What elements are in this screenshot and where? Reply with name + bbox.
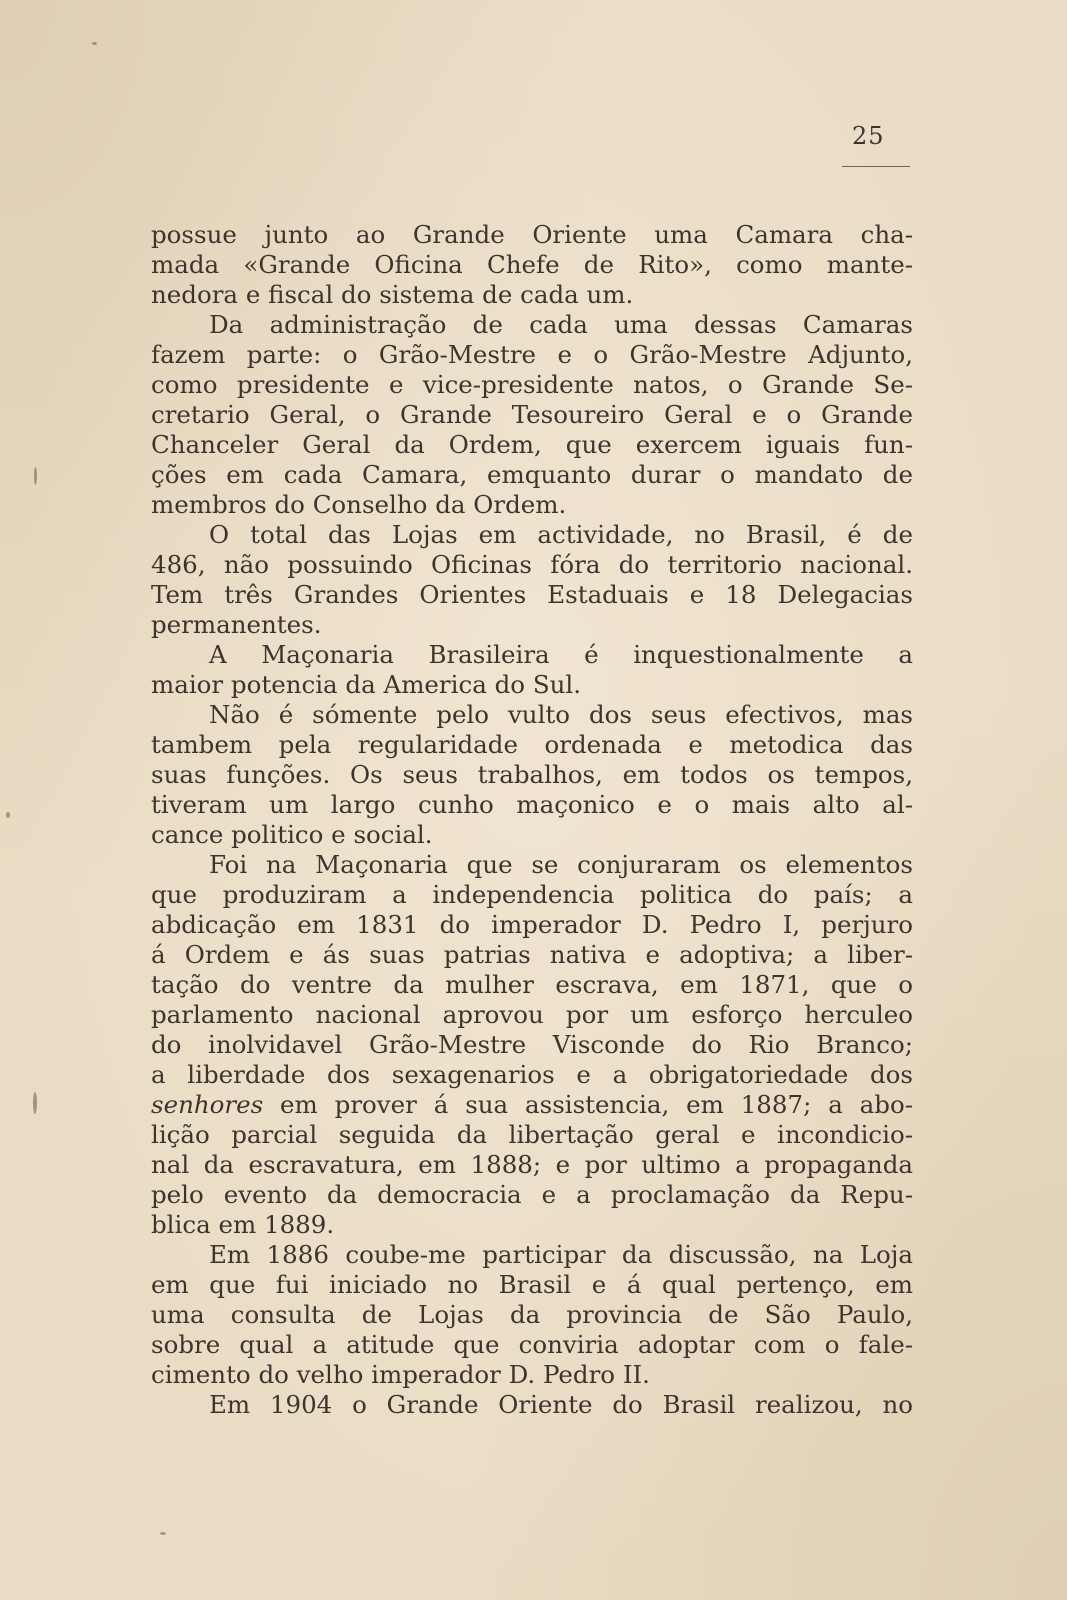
text-line-content: em que fui iniciado no Brasil e á qual pertenço, em [151,1270,913,1299]
text-line [151,1150,913,1180]
paper-speck [6,812,10,818]
text-line-content: Chanceler Geral da Ordem, que exercem iguais fun- [151,430,913,459]
text-line-content: uma consulta de Lojas da provincia de São Paulo, [151,1300,913,1329]
text-line-content: mada «Grande Oficina Chefe de Rito», como mante- [151,250,913,279]
text-line [151,1360,913,1390]
paper-speck [92,42,97,45]
text-line-content: tiveram um largo cunho maçonico e o mais alto al- [151,790,913,819]
text-line-content: a liberdade dos sexagenarios e a obrigatoriedade dos [151,1060,913,1089]
text-line-content: Em 1886 coube-me participar da discussão, na Loja [209,1240,913,1269]
text-line-content: parlamento nacional aprovou por um esforço herculeo [151,1000,913,1029]
text-line [151,220,913,250]
text-line-content: nal da escravatura, em 1888; e por ultimo a propaganda [151,1150,913,1179]
text-line [151,730,913,760]
text-line-content: como presidente e vice-presidente natos, o Grande Se- [151,370,913,399]
text-line [151,400,913,430]
text-line-content: Não é sómente pelo vulto dos seus efectivos, mas [209,700,913,729]
text-line [151,820,913,850]
text-line-content: tambem pela regularidade ordenada e metodica das [151,730,913,759]
text-line [151,1030,913,1060]
text-line-content: em prover á sua assistencia, em 1887; a abo- [280,1090,913,1119]
text-line-content: sobre qual a atitude que conviria adoptar com o fale- [151,1330,913,1359]
text-line-content: 486, não possuindo Oficinas fóra do territorio nacional. [151,550,913,579]
text-line-content: cance politico e social. [151,820,433,849]
text-line [151,580,913,610]
text-line-content: do inolvidavel Grão-Mestre Visconde do Rio Branco; [151,1030,913,1059]
text-line-content: membros do Conselho da Ordem. [151,490,567,519]
text-line-content: Foi na Maçonaria que se conjuraram os elementos [209,850,913,879]
paper-speck [160,1532,166,1535]
text-line [151,1390,913,1420]
text-line-content: ções em cada Camara, emquanto durar o mandato de [151,460,913,489]
text-line [151,340,913,370]
text-line-content: que produziram a independencia politica do país; a [151,880,913,909]
text-line [151,760,913,790]
text-line-content: cretario Geral, o Grande Tesoureiro Geral e o Grande [151,400,913,429]
text-line [151,790,913,820]
text-line [151,1120,913,1150]
text-line [151,640,913,670]
text-line [151,1060,913,1090]
text-line [151,670,913,700]
text-line-content: abdicação em 1831 do imperador D. Pedro I, perjuro [151,910,913,939]
text-line-content: Tem três Grandes Orientes Estaduais e 18 Delegacias [151,580,913,609]
text-line-content: O total das Lojas em actividade, no Brasil, é de [209,520,913,549]
text-line [151,280,913,310]
text-line [151,940,913,970]
text-line-content: possue junto ao Grande Oriente uma Camara cha- [151,220,913,249]
text-line [151,370,913,400]
text-line-content: lição parcial seguida da libertação geral e incondicio- [151,1120,913,1149]
text-line-content: á Ordem e ás suas patrias nativa e adoptiva; a liber- [151,940,913,969]
text-line-content: A Maçonaria Brasileira é inquestionalmente a [209,640,913,669]
text-line [151,970,913,1000]
text-line [151,1000,913,1030]
text-line [151,850,913,880]
text-line-content: Da administração de cada uma dessas Camaras [209,310,913,339]
text-line-content: maior potencia da America do Sul. [151,670,582,699]
text-line [151,310,913,340]
text-line [151,250,913,280]
page-number: 25 [852,122,885,150]
paper-speck [33,1092,37,1114]
text-line [151,1090,913,1120]
text-line-content: fazem parte: o Grão-Mestre e o Grão-Mestre Adjunto, [151,340,913,369]
text-line [151,700,913,730]
text-line-content: pelo evento da democracia e a proclamação da Repu- [151,1180,913,1209]
text-line-content: cimento do velho imperador D. Pedro II. [151,1360,650,1389]
text-line [151,490,913,520]
page-number-rule [842,166,910,167]
text-line-content: permanentes. [151,610,322,639]
text-line [151,1180,913,1210]
italic-word: senhores [151,1090,264,1119]
text-line-content: Em 1904 o Grande Oriente do Brasil realizou, no [209,1390,913,1419]
text-line-content: nedora e fiscal do sistema de cada um. [151,280,634,309]
text-line [151,430,913,460]
text-line [151,1210,913,1240]
text-line [151,910,913,940]
text-line [151,1240,913,1270]
text-line-content: tação do ventre da mulher escrava, em 1871, que o [151,970,913,999]
text-line [151,550,913,580]
text-line [151,1330,913,1360]
text-line [151,1270,913,1300]
paper-speck [34,467,37,485]
body-text [151,220,913,1420]
text-line [151,460,913,490]
text-line [151,1300,913,1330]
text-line [151,610,913,640]
text-line [151,880,913,910]
text-line-content: blica em 1889. [151,1210,335,1239]
text-line-content: suas funções. Os seus trabalhos, em todos os tempos, [151,760,913,789]
text-line [151,520,913,550]
